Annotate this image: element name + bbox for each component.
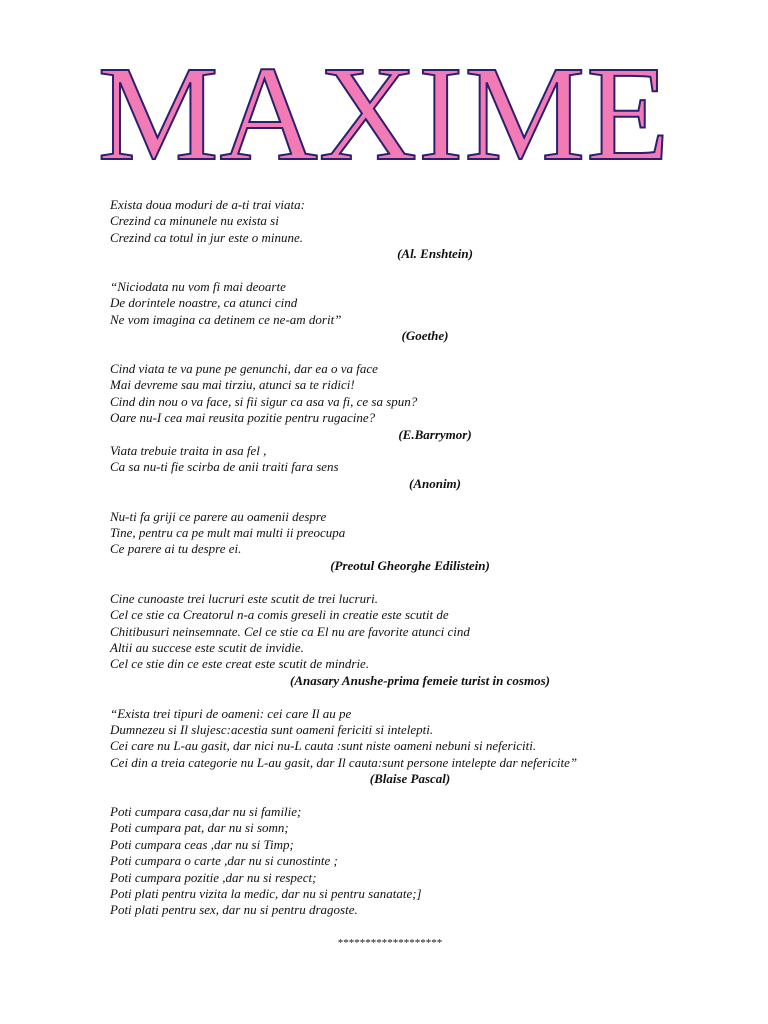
paragraph-gap <box>110 919 670 935</box>
quote-line: Poti cumpara pat, dar nu si somn; <box>110 820 289 836</box>
quote-line: Cei care nu L-au gasit, dar nici nu-L cauta :sunt niste oameni nebuni si nefericiti. <box>110 738 537 754</box>
paragraph-gap <box>110 263 670 279</box>
quote-author: (E.Barrymor) <box>398 426 472 442</box>
quote-block <box>110 509 670 575</box>
quote-author: (Al. Enshtein) <box>397 246 473 262</box>
quote-line: Exista doua moduri de a-ti trai viata: <box>110 197 305 212</box>
quote-line: “Exista trei tipuri de oameni: cei care Il au pe <box>110 705 352 721</box>
quote-line: Cind viata te va pune pe genunchi, dar ea o va face <box>110 361 378 377</box>
quote-author: (Goethe) <box>401 328 449 344</box>
quote-line: Ca sa nu-ti fie scirba de anii traiti fara sens <box>110 459 339 475</box>
quote-line: Cel ce stie ca Creatorul n-a comis greseli in creatie este scutit de <box>110 607 449 623</box>
page-title: MAXIME <box>97 39 671 189</box>
quote-line: Viata trebuie traita in asa fel , <box>110 443 267 459</box>
quote-line: Altii au succese este scutit de invidie. <box>110 639 304 655</box>
quote-line: Nu-ti fa griji ce parere au oamenii despre <box>110 508 327 524</box>
quote-block <box>110 197 670 263</box>
quote-line: Crezind ca minunele nu exista si <box>110 213 279 229</box>
separator-stars: ******************* <box>337 937 443 950</box>
quote-author: (Anasary Anushe-prima femeie turist in cosmos) <box>290 672 550 688</box>
paragraph-gap <box>110 345 670 361</box>
quote-line: Mai devreme sau mai tirziu, atunci sa te ridici! <box>110 377 355 393</box>
quote-line: De dorintele noastre, ca atunci cind <box>110 295 298 311</box>
quote-block <box>110 361 670 443</box>
quote-line: Poti plati pentru vizita la medic, dar nu si pentru sanatate;] <box>110 885 422 901</box>
quote-block <box>110 706 670 788</box>
quote-block <box>110 804 670 919</box>
quote-line: Cine cunoaste trei lucruri este scutit de trei lucruri. <box>110 590 379 606</box>
quote-author: (Blaise Pascal) <box>369 771 451 787</box>
quote-line: Poti cumpara pozitie ,dar nu si respect; <box>110 869 317 885</box>
paragraph-gap <box>110 788 670 804</box>
quote-line: Poti plati pentru sex, dar nu si pentru dragoste. <box>110 902 358 918</box>
quote-line: Poti cumpara o carte ,dar nu si cunostinte ; <box>110 853 338 869</box>
quote-line: Poti cumpara ceas ,dar nu si Timp; <box>110 836 294 852</box>
quote-block <box>110 443 670 492</box>
quote-line: “Niciodata nu vom fi mai deoarte <box>110 279 286 295</box>
paragraph-gap <box>110 574 670 590</box>
paragraph-gap <box>110 492 670 508</box>
quote-author: (Preotul Gheorghe Edilistein) <box>330 557 490 573</box>
quote-line: Chitibusuri neinsemnate. Cel ce stie ca El nu are favorite atunci cind <box>110 623 470 639</box>
quote-line: Crezind ca totul in jur este o minune. <box>110 229 304 245</box>
quotes-container <box>110 197 670 952</box>
paragraph-gap <box>110 689 670 705</box>
quote-line: Cei din a treia categorie nu L-au gasit, dar Il cauta:sunt persone intelepte dar nefericite” <box>110 754 578 770</box>
quote-line: Cind din nou o va face, si fii sigur ca asa va fi, ce sa spun? <box>110 393 418 409</box>
quote-line: Cel ce stie din ce este creat este scutit de mindrie. <box>110 656 370 672</box>
quote-line: Oare nu-I cea mai reusita pozitie pentru rugacine? <box>110 410 376 426</box>
quote-block <box>110 279 670 345</box>
quote-line: Tine, pentru ca pe mult mai multi ii preocupa <box>110 525 346 541</box>
quote-line: Dumnezeu si Il slujesc:acestia sunt oameni fericiti si intelepti. <box>110 721 434 737</box>
quote-line: Poti cumpara casa,dar nu si familie; <box>110 803 302 819</box>
quote-author: (Anonim) <box>408 475 461 491</box>
quote-line: Ce parere ai tu despre ei. <box>110 541 242 557</box>
quote-block <box>110 591 670 689</box>
quote-line: Ne vom imagina ca detinem ce ne-am dorit” <box>110 311 342 327</box>
